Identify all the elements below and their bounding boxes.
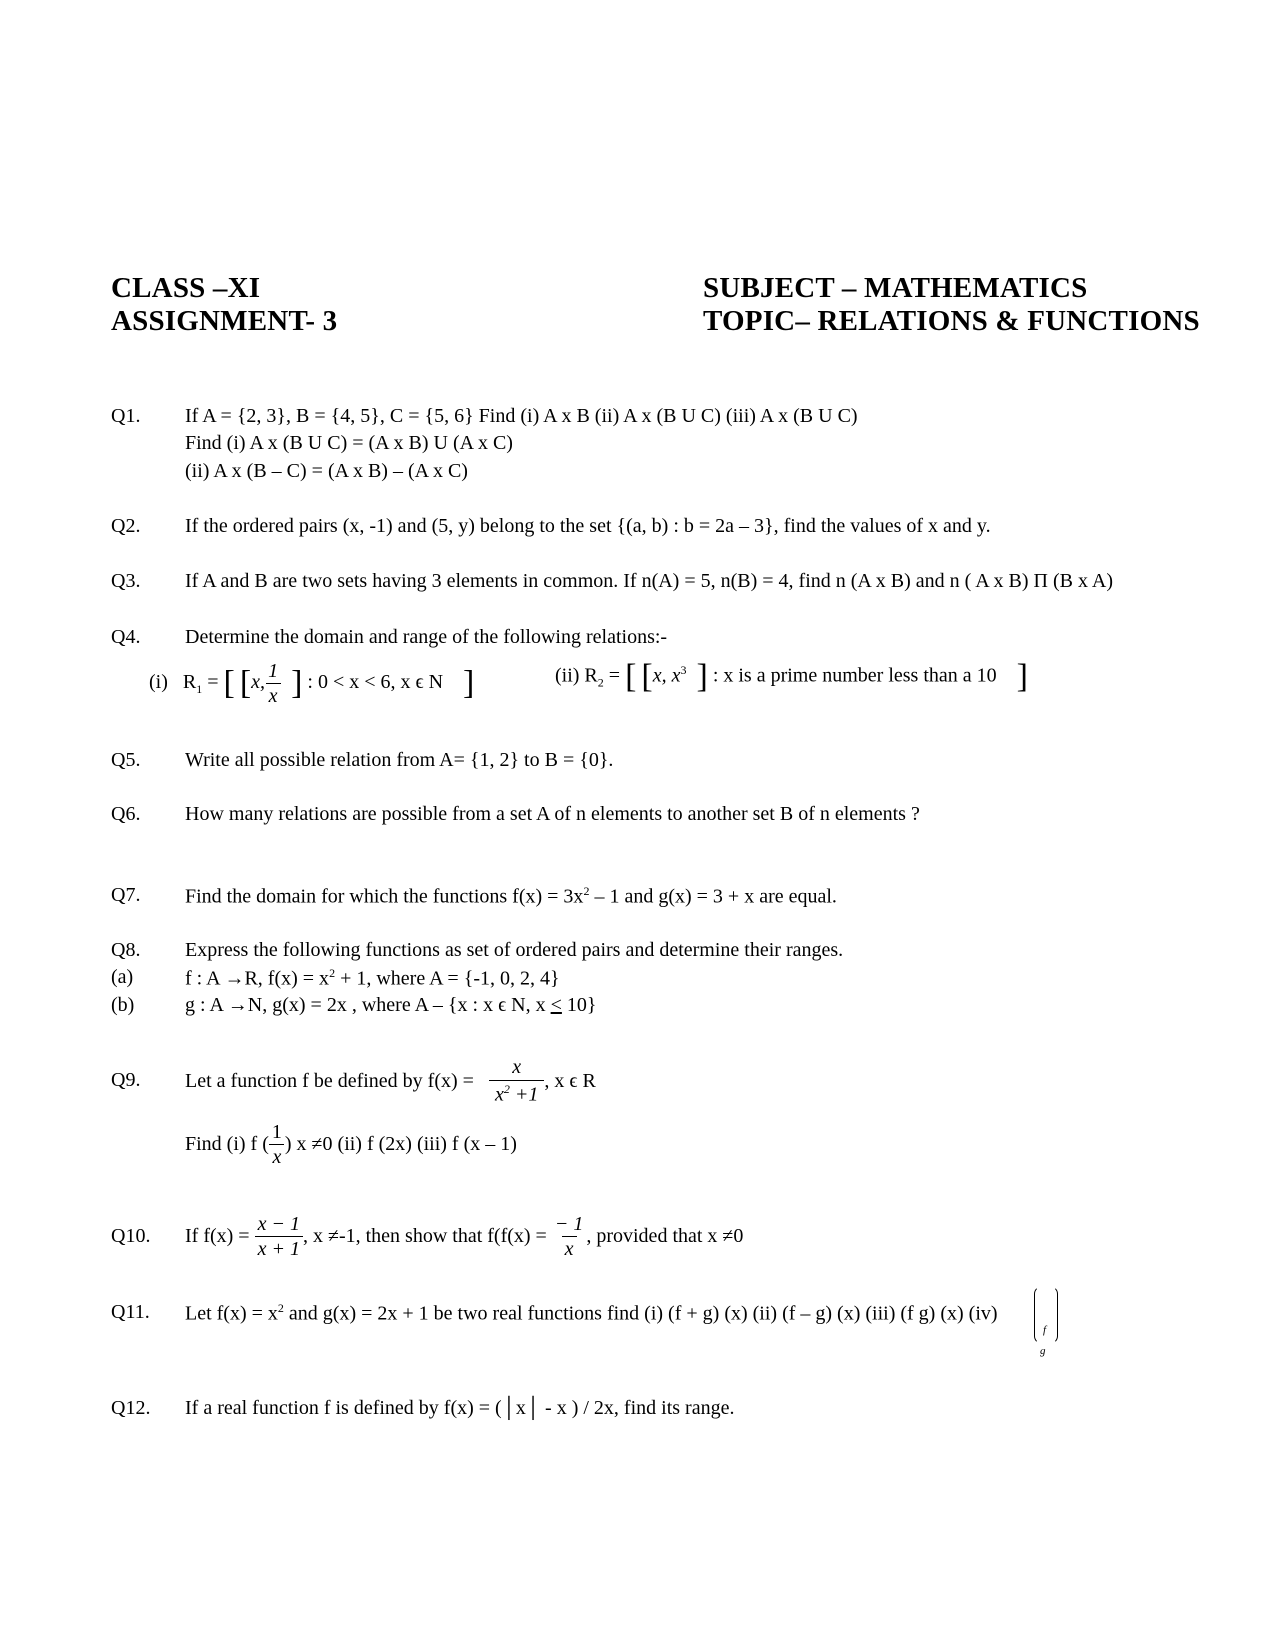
q8-a-pre: f : A →R, f(x) = x bbox=[185, 967, 330, 990]
q1-line-1: If A = {2, 3}, B = {4, 5}, C = {5, 6} Find (i) A x B (ii) A x (B U C) (iii) A x (B U C) bbox=[185, 405, 858, 427]
q4-part1-frac-den: x bbox=[266, 683, 281, 707]
q4-number: Q4. bbox=[111, 626, 141, 648]
q7-sup: 2 bbox=[583, 884, 590, 898]
q4-part1-fraction bbox=[265, 660, 281, 707]
q12-number: Q12. bbox=[111, 1397, 151, 1419]
q7-number: Q7. bbox=[111, 884, 141, 906]
q3-number: Q3. bbox=[111, 570, 141, 592]
q10-frac2-den: x bbox=[562, 1236, 577, 1260]
q4-part1-close: ] bbox=[463, 664, 475, 702]
q9-post: , x ϵ R bbox=[544, 1069, 596, 1092]
q2-number: Q2. bbox=[111, 515, 141, 537]
q4-text: Determine the domain and range of the following relations:- bbox=[185, 626, 668, 648]
q11-number: Q11. bbox=[111, 1301, 150, 1323]
q4-part2-x: x, x bbox=[652, 664, 681, 687]
q9-find-frac-den: x bbox=[269, 1144, 284, 1168]
q9-fraction bbox=[489, 1056, 544, 1106]
q4-part1-inner-open: [ bbox=[239, 664, 252, 702]
q8-b-label: (b) bbox=[111, 994, 135, 1016]
q6-text: How many relations are possible from a set A of n elements to another set B of n elements ? bbox=[185, 803, 920, 825]
class-label: CLASS –XI bbox=[111, 272, 261, 304]
q9-find bbox=[185, 1114, 517, 1174]
q10-frac1-den: x + 1 bbox=[255, 1236, 303, 1260]
q10-frac1-num: x − 1 bbox=[257, 1212, 300, 1235]
q10-mid: , x ≠-1, then show that f(f(x) = bbox=[302, 1224, 547, 1247]
q4-part2-sup: 3 bbox=[680, 662, 687, 677]
q8-b-post: 10} bbox=[561, 994, 597, 1016]
q4-part1-label: (i) bbox=[149, 671, 168, 694]
q11-post: and g(x) = 2x + 1 be two real functions find (i) (f + g) (x) (ii) (f – g) (x) (iii) (f g) (x) (iv) bbox=[283, 1302, 998, 1325]
q5-number: Q5. bbox=[111, 749, 141, 771]
q9-definition bbox=[185, 1051, 596, 1111]
q7-post: – 1 and g(x) = 3 + x are equal. bbox=[589, 885, 837, 908]
q8-b-pre: g : A →N, g(x) = 2x , where A – {x : x ϵ N, x bbox=[185, 994, 551, 1016]
q1-line-2: Find (i) A x (B U C) = (A x B) U (A x C) bbox=[185, 432, 513, 454]
q8-a-post: + 1, where A = {-1, 0, 2, 4} bbox=[335, 967, 560, 990]
q4-part1-frac-num: 1 bbox=[268, 660, 279, 682]
q4-part1-eq: = bbox=[202, 671, 224, 694]
q9-frac-den-rest: +1 bbox=[509, 1083, 539, 1106]
subject-label: SUBJECT – MATHEMATICS bbox=[703, 272, 1088, 304]
q11-f-over-g-bracket bbox=[1034, 1286, 1058, 1344]
q1-number: Q1. bbox=[111, 405, 141, 427]
q9-pre: Let a function f be defined by f(x) = bbox=[185, 1069, 474, 1092]
q4-relation-1 bbox=[149, 660, 474, 707]
q9-frac-num: x bbox=[512, 1056, 522, 1079]
q8-a-text bbox=[185, 966, 560, 991]
q11-sup: 2 bbox=[277, 1301, 284, 1315]
q5-text: Write all possible relation from A= {1, 2} to B = {0}. bbox=[185, 749, 614, 771]
q8-b-text bbox=[185, 994, 597, 1017]
q6-number: Q6. bbox=[111, 803, 141, 825]
q4-part2-eq: = bbox=[603, 664, 626, 687]
q10-pre: If f(x) = bbox=[185, 1224, 250, 1247]
q9-find-fraction bbox=[269, 1121, 285, 1168]
q4-part1-condition: : 0 < x < 6, x ϵ N bbox=[307, 671, 444, 694]
q9-frac-den-base: x bbox=[494, 1083, 504, 1106]
q10-frac2-num: − 1 bbox=[554, 1212, 584, 1235]
q10-fraction-1 bbox=[255, 1213, 303, 1260]
q10-post: , provided that x ≠0 bbox=[586, 1224, 744, 1247]
q10-fraction-2 bbox=[552, 1213, 587, 1260]
q9-find-frac-num: 1 bbox=[271, 1120, 282, 1143]
q4-relation-2 bbox=[555, 660, 1028, 694]
q4-part1-open: [ bbox=[223, 664, 235, 702]
q7-pre: Find the domain for which the functions f(x) = 3x bbox=[185, 885, 584, 908]
q10-number: Q10. bbox=[111, 1225, 151, 1247]
q4-part2-label: (ii) R bbox=[555, 664, 598, 687]
q9-frac-den-sup: 2 bbox=[503, 1082, 510, 1097]
q4-part2-condition: : x is a prime number less than a 10 bbox=[712, 664, 997, 687]
q11-pre: Let f(x) = x bbox=[185, 1302, 278, 1325]
q1-line-3: (ii) A x (B – C) = (A x B) – (A x C) bbox=[185, 460, 468, 482]
q11-f-label: f bbox=[1043, 1324, 1047, 1336]
q3-text: If A and B are two sets having 3 elements in common. If n(A) = 5, n(B) = 4, find n (A x B) and n ( A x B) Π (B x A) bbox=[185, 570, 1113, 592]
q4-part2-close: ] bbox=[1016, 658, 1028, 695]
q10-text bbox=[185, 1206, 743, 1266]
q8-text: Express the following functions as set of ordered pairs and determine their ranges. bbox=[185, 939, 844, 961]
q7-text bbox=[185, 884, 837, 909]
q4-part2-inner-open: [ bbox=[641, 658, 653, 695]
q2-text: If the ordered pairs (x, -1) and (5, y) belong to the set {(a, b) : b = 2a – 3}, find the values of x and y. bbox=[185, 515, 991, 537]
q4-part2-open: [ bbox=[625, 658, 637, 695]
q4-part1-x: x, bbox=[251, 671, 266, 694]
q12-text: If a real function f is defined by f(x) = (│x│ - x ) / 2x, find its range. bbox=[185, 1397, 735, 1419]
q4-part2-inner-close: ] bbox=[696, 658, 708, 695]
q4-part1-lhs: R bbox=[182, 671, 197, 694]
q9-find-post: ) x ≠0 (ii) f (2x) (iii) f (x – 1) bbox=[284, 1132, 517, 1155]
q9-find-pre: Find (i) f ( bbox=[185, 1132, 269, 1155]
q4-part2-sub: 2 bbox=[597, 675, 604, 690]
q4-part1-sub: 1 bbox=[196, 682, 203, 697]
q11-text bbox=[185, 1301, 998, 1326]
q4-part1-inner-close: ] bbox=[291, 664, 303, 702]
q9-number: Q9. bbox=[111, 1069, 141, 1091]
q8-number: Q8. bbox=[111, 939, 141, 961]
topic-label: TOPIC– RELATIONS & FUNCTIONS bbox=[703, 305, 1200, 337]
q8-a-sup: 2 bbox=[329, 966, 336, 980]
assignment-label: ASSIGNMENT- 3 bbox=[111, 305, 338, 337]
q8-b-le: < bbox=[550, 994, 562, 1016]
q9-frac-den bbox=[489, 1080, 544, 1106]
q8-a-label: (a) bbox=[111, 966, 134, 988]
q11-g-label: g bbox=[1040, 1345, 1046, 1357]
